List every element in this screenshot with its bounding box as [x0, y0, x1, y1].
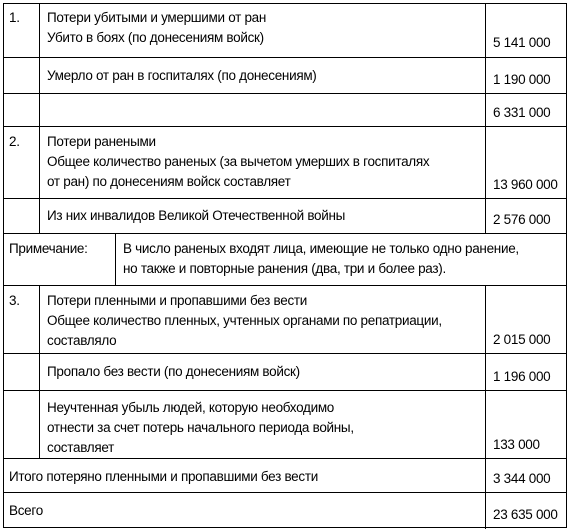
- grand-total-value: 23 635 000: [493, 507, 558, 522]
- table-row: [3, 93, 567, 127]
- grand-total-row: [3, 492, 567, 529]
- table-row: [3, 57, 567, 94]
- desc-line: составляет: [47, 440, 114, 455]
- note-row: [3, 233, 567, 286]
- table-row: [3, 353, 567, 391]
- table-row: [3, 285, 567, 354]
- row-description: [47, 3, 481, 57]
- row-number: 3.: [9, 293, 20, 308]
- row-value: 2 576 000: [493, 212, 551, 227]
- table-row: [3, 390, 567, 459]
- row-value: 1 196 000: [493, 369, 551, 384]
- note-line: но также и повторные ранения (два, три и более раз).: [123, 261, 446, 276]
- row-description: [47, 354, 481, 391]
- row-number: 1.: [9, 10, 20, 25]
- desc-line: Потери убитыми и умершими от ран: [47, 10, 267, 25]
- row-description: [47, 199, 481, 234]
- subtotal-label: Итого потеряно пленными и пропавшими без вести: [9, 469, 318, 484]
- row-value: 2 015 000: [493, 332, 551, 347]
- desc-line: Из них инвалидов Великой Отечественной войны: [47, 208, 346, 223]
- row-value: 133 000: [493, 437, 540, 452]
- desc-line: Умерло от ран в госпиталях (по донесениям): [47, 68, 317, 83]
- desc-line: Потери пленными и пропавшими без вести: [47, 293, 308, 308]
- desc-line: Пропало без вести (по донесениям войск): [47, 364, 300, 379]
- desc-line: составляло: [47, 333, 117, 348]
- note-line: В число раненых входят лица, имеющие не только одно ранение,: [123, 241, 519, 256]
- subtotal-value: 3 344 000: [493, 471, 551, 486]
- table-row: [3, 126, 567, 199]
- row-value: 6 331 000: [493, 105, 551, 120]
- desc-line: Общее количество пленных, учтенных органами по репатриации,: [47, 313, 442, 328]
- row-value: 13 960 000: [493, 177, 558, 192]
- row-number: 2.: [9, 134, 20, 149]
- note-label: Примечание:: [9, 241, 88, 256]
- row-description: [47, 391, 481, 459]
- desc-line: от ран) по донесениям войск составляет: [47, 174, 291, 189]
- losses-table: [3, 3, 567, 528]
- desc-line: Неучтенная убыль людей, которую необходимо: [47, 400, 335, 415]
- row-description: [47, 58, 481, 94]
- table-row: [3, 198, 567, 234]
- row-description: [47, 127, 481, 199]
- row-value: 1 190 000: [493, 72, 551, 87]
- desc-line: Общее количество раненых (за вычетом умерших в госпиталях: [47, 154, 430, 169]
- row-value: 5 141 000: [493, 35, 551, 50]
- table-row: [3, 3, 567, 57]
- subtotal-row: [3, 458, 567, 493]
- desc-line: Убито в боях (по донесениям войск): [47, 30, 264, 45]
- desc-line: отнести за счет потерь начального периода войны,: [47, 420, 354, 435]
- row-description: [47, 286, 481, 354]
- desc-line: Потери ранеными: [47, 134, 156, 149]
- grand-total-label: Всего: [9, 503, 43, 518]
- note-text: [123, 234, 561, 286]
